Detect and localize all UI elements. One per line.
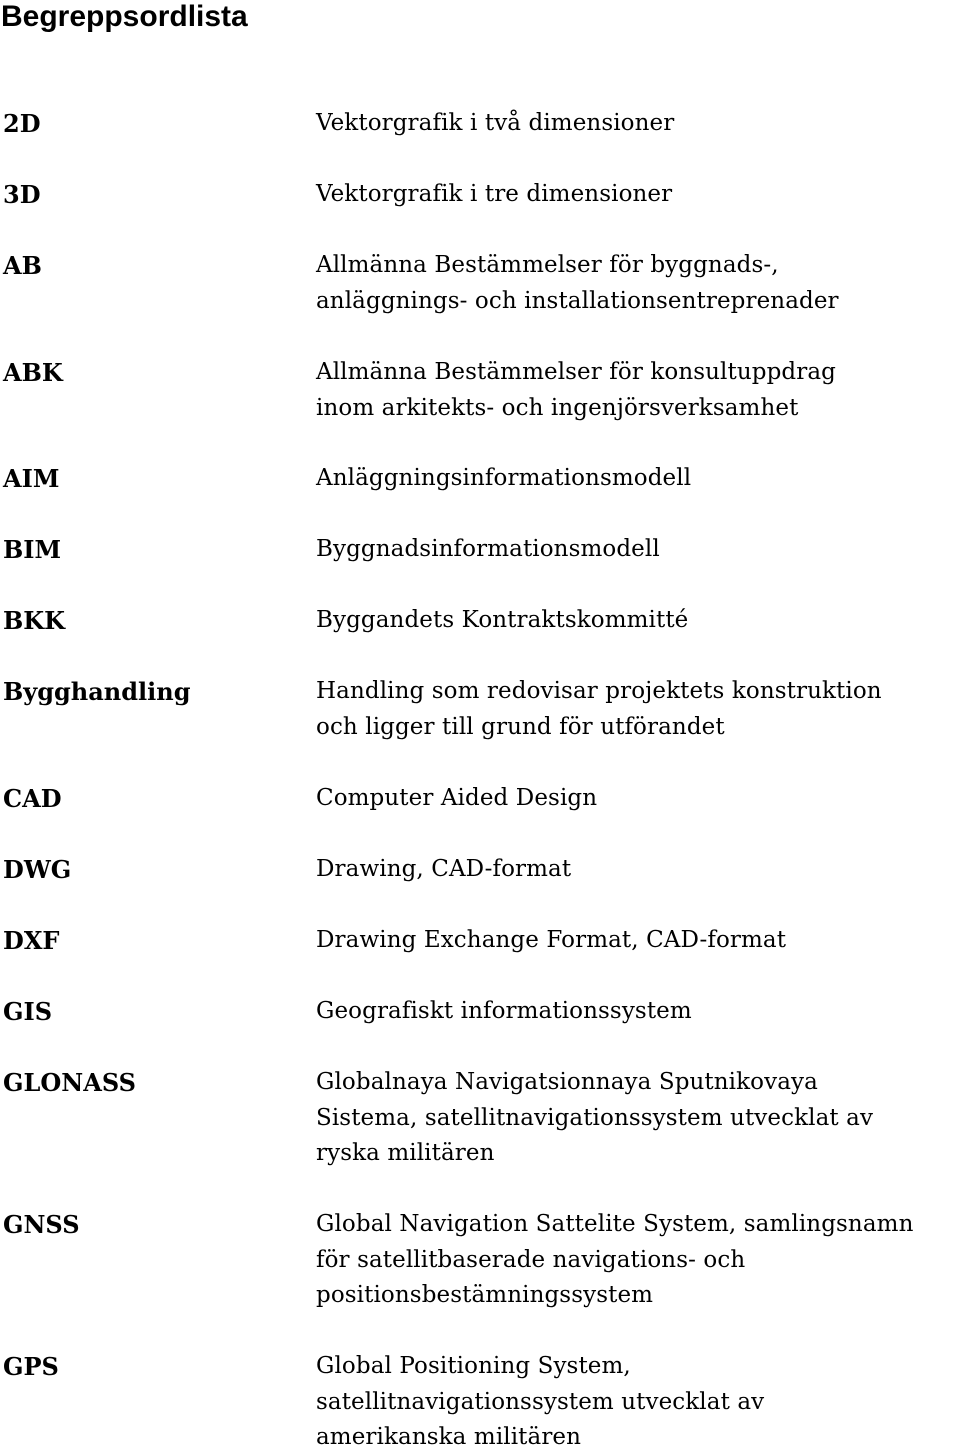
definition-line: Allmänna Bestämmelser för byggnads-, — [316, 252, 779, 278]
glossary-definition — [316, 1349, 960, 1456]
definition-line: Vektorgrafik i två dimensioner — [316, 110, 675, 136]
definition-line: och ligger till grund för utförandet — [316, 713, 725, 740]
definition-line: Drawing, CAD-format — [316, 856, 572, 882]
glossary-definition — [316, 355, 960, 426]
glossary-definition — [316, 674, 960, 745]
glossary-term: DXF — [3, 926, 60, 955]
glossary-term: GIS — [3, 997, 53, 1026]
definition-line: Global Positioning System, — [316, 1353, 631, 1379]
definition-line: Handling som redovisar projektets konstruktion — [316, 678, 882, 704]
definition-line: Vektorgrafik i tre dimensioner — [316, 181, 673, 207]
definition-line: amerikanska militären — [316, 1424, 582, 1450]
definition-line: Anläggningsinformationsmodell — [316, 465, 692, 491]
glossary-term: 3D — [3, 180, 41, 209]
definition-line: inom arkitekts- och ingenjörsverksamhet — [316, 394, 799, 421]
glossary-term: GNSS — [3, 1210, 80, 1239]
definition-line: Byggnadsinformationsmodell — [316, 536, 660, 562]
definition-line: ryska militären — [316, 1140, 495, 1166]
definition-line: Global Navigation Sattelite System, samlingsnamn — [316, 1211, 914, 1237]
definition-line: anläggnings- och installationsentreprenader — [316, 287, 839, 314]
glossary-definition — [316, 994, 960, 1030]
glossary-definition — [316, 852, 960, 888]
definition-line: Computer Aided Design — [316, 785, 598, 811]
definition-line: Globalnaya Navigatsionnaya Sputnikovaya — [316, 1069, 818, 1095]
glossary-term: Bygghandling — [3, 677, 191, 706]
glossary-term: CAD — [3, 784, 62, 813]
definition-line: Geografiskt informationssystem — [316, 998, 692, 1024]
glossary-definition — [316, 532, 960, 568]
glossary-term: BIM — [3, 535, 62, 564]
definition-line: satellitnavigationssystem utvecklat av — [316, 1388, 765, 1415]
definition-line: Drawing Exchange Format, CAD-format — [316, 927, 787, 953]
glossary-definition — [316, 1207, 960, 1314]
glossary-term: DWG — [3, 855, 72, 884]
page-title: Begreppsordlista — [1, 0, 248, 33]
definition-line: för satellitbaserade navigations- och — [316, 1246, 746, 1273]
glossary-definition — [316, 461, 960, 497]
glossary-definition — [316, 1065, 960, 1172]
glossary-term: ABK — [3, 358, 63, 387]
glossary-term: GLONASS — [3, 1068, 136, 1097]
glossary-definition — [316, 106, 960, 142]
glossary-term: AIM — [3, 464, 60, 493]
glossary-term: 2D — [3, 109, 41, 138]
glossary-definition — [316, 177, 960, 213]
definition-line: Byggandets Kontraktskommitté — [316, 607, 689, 633]
definition-line: positionsbestämningssystem — [316, 1282, 654, 1308]
glossary-term: AB — [3, 251, 42, 280]
glossary-definition — [316, 248, 960, 319]
glossary-term: GPS — [3, 1352, 59, 1381]
glossary-definition — [316, 781, 960, 817]
glossary-term: BKK — [3, 606, 66, 635]
definition-line: Sistema, satellitnavigationssystem utvecklat av — [316, 1104, 874, 1131]
glossary-definition — [316, 923, 960, 959]
glossary-definition — [316, 603, 960, 639]
definition-line: Allmänna Bestämmelser för konsultuppdrag — [316, 359, 836, 385]
